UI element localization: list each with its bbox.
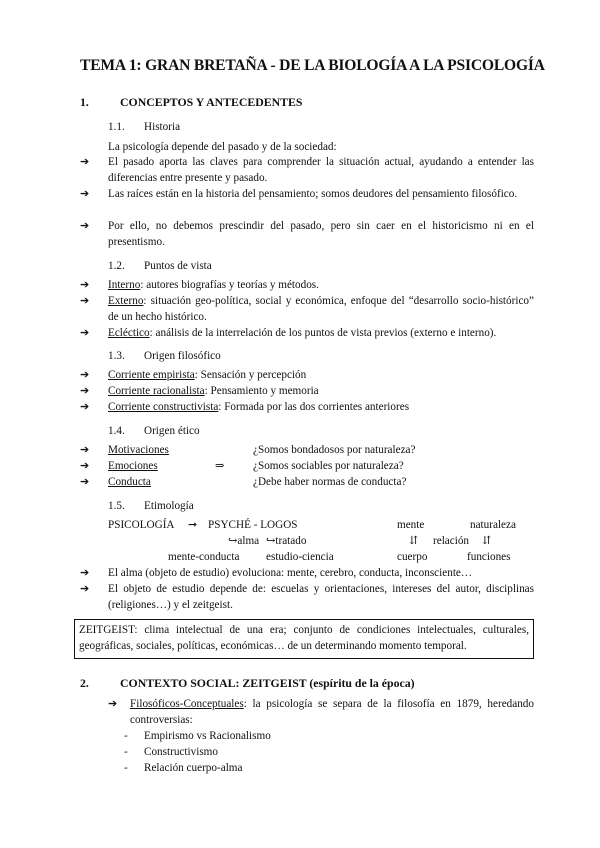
bullet-text: : autores biografías y teorías y métodos.	[140, 279, 319, 291]
list-item	[124, 761, 242, 777]
bullet-term: Interno	[108, 279, 141, 291]
subsection-number: 1.4.	[108, 425, 125, 437]
arrow-bullet-icon: ➔	[108, 698, 118, 710]
bullet-text: Las raíces están en la historia del pensamiento; somos deudores del pensamiento filosófico.	[108, 188, 518, 200]
list-item	[124, 729, 271, 745]
section-title: CONTEXTO SOCIAL: ZEITGEIST (espíritu de la época)	[120, 676, 415, 690]
section-number: 1.	[80, 95, 89, 109]
bullet-term: Filosóficos-Conceptuales	[130, 698, 244, 710]
ethic-question: ¿Debe haber normas de conducta?	[253, 476, 407, 488]
bullet-term: Corriente constructivista	[108, 401, 219, 413]
subsection-title: Historia	[144, 121, 181, 133]
ethic-question: ¿Somos bondadosos por naturaleza?	[253, 444, 416, 456]
arrow-bullet-icon: ➔	[80, 567, 90, 579]
paragraph-intro: La psicología depende del pasado y de la sociedad:	[108, 141, 337, 153]
subsection-1-1-heading	[108, 120, 180, 136]
list-item-text: Empirismo vs Racionalismo	[144, 730, 271, 742]
subsection-title: Origen ético	[144, 425, 200, 437]
up-down-arrow-icon: ⇵	[482, 535, 492, 547]
bullet-item	[80, 384, 534, 400]
bullet-item	[80, 697, 534, 728]
subsection-1-2-heading	[108, 259, 212, 275]
arrow-bullet-icon: ➔	[80, 279, 90, 291]
subsection-number: 1.2.	[108, 260, 125, 272]
arrow-bullet-icon: ➔	[80, 476, 90, 488]
bullet-item	[80, 443, 534, 459]
zeitgeist-definition-box: ZEITGEIST: clima intelectual de una era; conjunto de condiciones intelectuales, culturales, geográficas, sociales, políticas, económicas… de un determinando momento temporal.	[74, 619, 534, 659]
dash-bullet: -	[124, 746, 128, 758]
bullet-text: El objeto de estudio depende de: escuelas y orientaciones, intereses del autor, disciplinas (religiones…) y el zeitgeist.	[108, 583, 534, 611]
arrow-bullet-icon: ➔	[80, 327, 90, 339]
bullet-item	[80, 582, 534, 613]
subsection-title: Origen filosófico	[144, 350, 221, 362]
bullet-term: Motivaciones	[108, 444, 169, 456]
etym-funciones: funciones	[467, 551, 511, 563]
bullet-text: : Formada por las dos corrientes anteriores	[218, 401, 410, 413]
list-item-text: Relación cuerpo-alma	[144, 762, 243, 774]
bullet-term: Corriente empirista	[108, 369, 195, 381]
etym-estudio-ciencia: estudio-ciencia	[266, 551, 334, 563]
dash-bullet: -	[124, 762, 128, 774]
etym-cuerpo: cuerpo	[397, 551, 428, 563]
list-item-text: Constructivismo	[144, 746, 218, 758]
section-number: 2.	[80, 676, 89, 690]
bullet-item	[80, 368, 534, 384]
arrow-bullet-icon: ➔	[80, 444, 90, 456]
etym-mente-conducta: mente-conducta	[168, 551, 240, 563]
bullet-term: Externo	[108, 295, 144, 307]
bullet-item	[80, 459, 534, 475]
up-down-arrow-icon: ⇵	[409, 535, 419, 547]
arrow-bullet-icon: ➔	[80, 188, 90, 200]
section-1-heading	[80, 95, 302, 111]
etym-relacion: relación	[433, 535, 470, 547]
subsection-title: Puntos de vista	[144, 260, 212, 272]
subsection-title: Etimología	[144, 500, 194, 512]
bullet-term: Ecléctico	[108, 327, 150, 339]
subsection-number: 1.3.	[108, 350, 125, 362]
etym-alma: ↪alma	[228, 535, 260, 547]
bullet-text: : Pensamiento y memoria	[204, 385, 319, 397]
arrow-bullet-icon: ➔	[80, 583, 90, 595]
bullet-text: El pasado aporta las claves para comprender la situación actual, ayudando a entender las diferencias entre presente y pasado.	[108, 156, 534, 184]
arrow-bullet-icon: ➔	[80, 385, 90, 397]
arrow-bullet-icon: ➔	[80, 369, 90, 381]
etym-roots: PSYCHÉ - LOGOS	[208, 519, 298, 531]
bullet-item	[80, 187, 534, 203]
subsection-number: 1.5.	[108, 500, 125, 512]
bullet-item	[80, 155, 534, 186]
etym-tratado: ↪tratado	[266, 535, 307, 547]
bullet-text: : análisis de la interrelación de los puntos de vista previos (externo e interno).	[149, 327, 497, 339]
arrow-bullet-icon: ➔	[80, 220, 90, 232]
arrow-bullet-icon: ➔	[80, 295, 90, 307]
right-arrow-icon: ➞	[188, 519, 198, 531]
bullet-text: : Sensación y percepción	[194, 369, 307, 381]
document-title: TEMA 1: GRAN BRETAÑA - DE LA BIOLOGÍA A LA PSICOLOGÍA	[80, 57, 545, 74]
list-item	[124, 745, 218, 761]
arrow-bullet-icon: ➔	[80, 156, 90, 168]
section-2-heading	[80, 676, 415, 692]
bullet-term: Emociones	[108, 460, 158, 472]
bullet-term: Conducta	[108, 476, 151, 488]
subsection-1-3-heading	[108, 349, 221, 365]
bullet-item	[80, 278, 534, 294]
bullet-text: : la psicología se separa de la filosofía en 1879, heredando controversias:	[130, 698, 534, 726]
arrow-bullet-icon: ➔	[80, 401, 90, 413]
etym-naturaleza: naturaleza	[470, 519, 516, 531]
ethic-question: ¿Somos sociables por naturaleza?	[253, 460, 404, 472]
bullet-item	[80, 566, 534, 582]
etym-mente: mente	[397, 519, 425, 531]
etym-word: PSICOLOGÍA	[108, 519, 175, 531]
implies-arrow-icon: ⇒	[215, 460, 225, 472]
bullet-item	[80, 475, 534, 491]
subsection-1-4-heading	[108, 424, 200, 440]
subsection-number: 1.1.	[108, 121, 125, 133]
bullet-item	[80, 294, 534, 325]
subsection-1-5-heading	[108, 499, 194, 515]
section-title: CONCEPTOS Y ANTECEDENTES	[120, 95, 303, 109]
bullet-item	[80, 326, 534, 342]
arrow-bullet-icon: ➔	[80, 460, 90, 472]
bullet-text: : situación geo-política, social y económica, enfoque del “desarrollo socio-histórico” de un hecho histórico.	[108, 295, 534, 323]
bullet-text: El alma (objeto de estudio) evoluciona: mente, cerebro, conducta, inconsciente…	[108, 567, 473, 579]
bullet-item	[80, 219, 534, 250]
bullet-term: Corriente racionalista	[108, 385, 205, 397]
bullet-text: Por ello, no debemos prescindir del pasado, pero sin caer en el historicismo ni en el presentismo.	[108, 220, 534, 248]
dash-bullet: -	[124, 730, 128, 742]
bullet-item	[80, 400, 534, 416]
